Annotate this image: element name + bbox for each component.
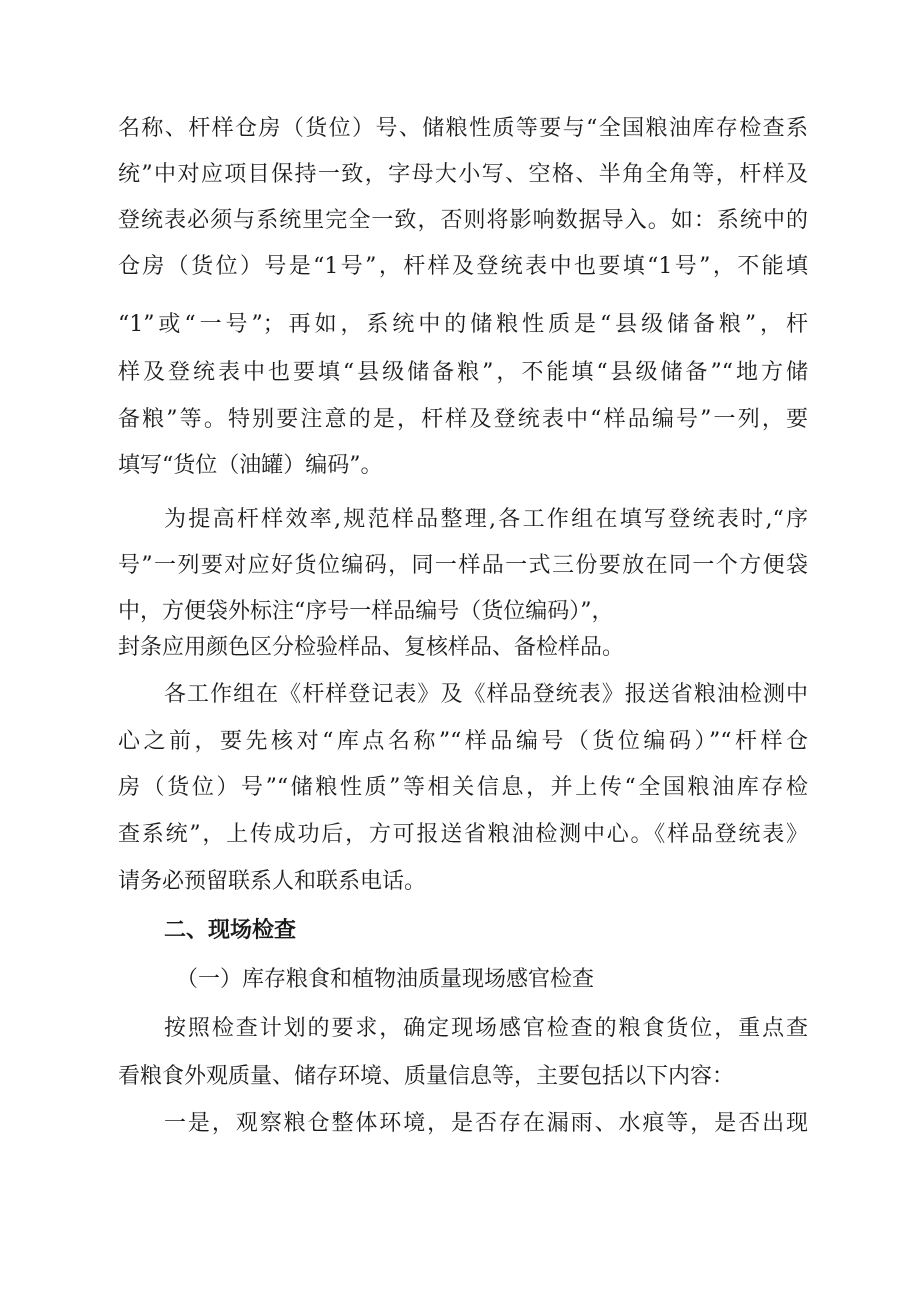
paragraph-1-line-8: 填写“货位（油罐）编码”。 [118, 453, 383, 478]
paragraph-3-line-5: 请务必预留联系人和联系电话。 [118, 869, 427, 894]
paragraph-3-line-4: 查系统”，上传成功后，方可报送省粮油检测中心。《样品登统表》 [118, 822, 808, 847]
paragraph-2-line-4: 封条应用颜色区分检验样品、复核样品、备检样品。 [118, 635, 625, 660]
paragraph-3-line-1: 各工作组在《杆样登记表》及《样品登统表》报送省粮油检测中 [164, 682, 808, 707]
paragraph-1-line-7: 备粮”等。特别要注意的是，杆样及登统表中“样品编号”一列，要 [118, 407, 808, 432]
paragraph-1-line-5: “1”或“一号”；再如，系统中的储粮性质是“县级储备粮”，杆 [118, 312, 808, 337]
paragraph-4-line-2: 看粮食外观质量、储存环境、质量信息等，主要包括以下内容： [118, 1064, 735, 1089]
subsection-heading: （一）库存粮食和植物油质量现场感官检查 [176, 967, 595, 992]
paragraph-2-line-3: 中，方便袋外标注“序号一样品编号（货位编码）”， [118, 599, 614, 624]
paragraph-2-line-2: 号”一列要对应好货位编码，同一样品一式三份要放在同一个方便袋 [118, 553, 808, 578]
paragraph-3-line-3: 房（货位）号”“储粮性质”等相关信息，并上传“全国粮油库存检 [118, 775, 808, 800]
paragraph-5-line-1: 一是，观察粮仓整体环境，是否存在漏雨、水痕等，是否出现 [164, 1111, 808, 1136]
paragraph-1-line-1: 名称、杆样仓房（货位）号、储粮性质等要与“全国粮油库存检查系 [118, 116, 808, 141]
paragraph-1-line-3: 登统表必须与系统里完全一致，否则将影响数据导入。如：系统中的 [118, 208, 808, 233]
paragraph-1-line-6: 样及登统表中也要填“县级储备粮”，不能填“县级储备”“地方储 [118, 360, 808, 385]
paragraph-1-line-2: 统”中对应项目保持一致，字母大小写、空格、半角全角等，杆样及 [118, 162, 808, 187]
paragraph-3-line-2: 心之前，要先核对“库点名称”“样品编号（货位编码）”“杆样仓 [118, 729, 808, 754]
paragraph-4-line-1: 按照检查计划的要求，确定现场感官检查的粮食货位，重点查 [164, 1016, 808, 1041]
paragraph-2-line-1: 为提高杆样效率,规范样品整理,各工作组在填写登统表时,“序 [164, 507, 808, 532]
paragraph-1-line-4: 仓房（货位）号是“1号”，杆样及登统表中也要填“1号”，不能填 [118, 254, 808, 279]
section-heading: 二、现场检查 [164, 918, 297, 943]
